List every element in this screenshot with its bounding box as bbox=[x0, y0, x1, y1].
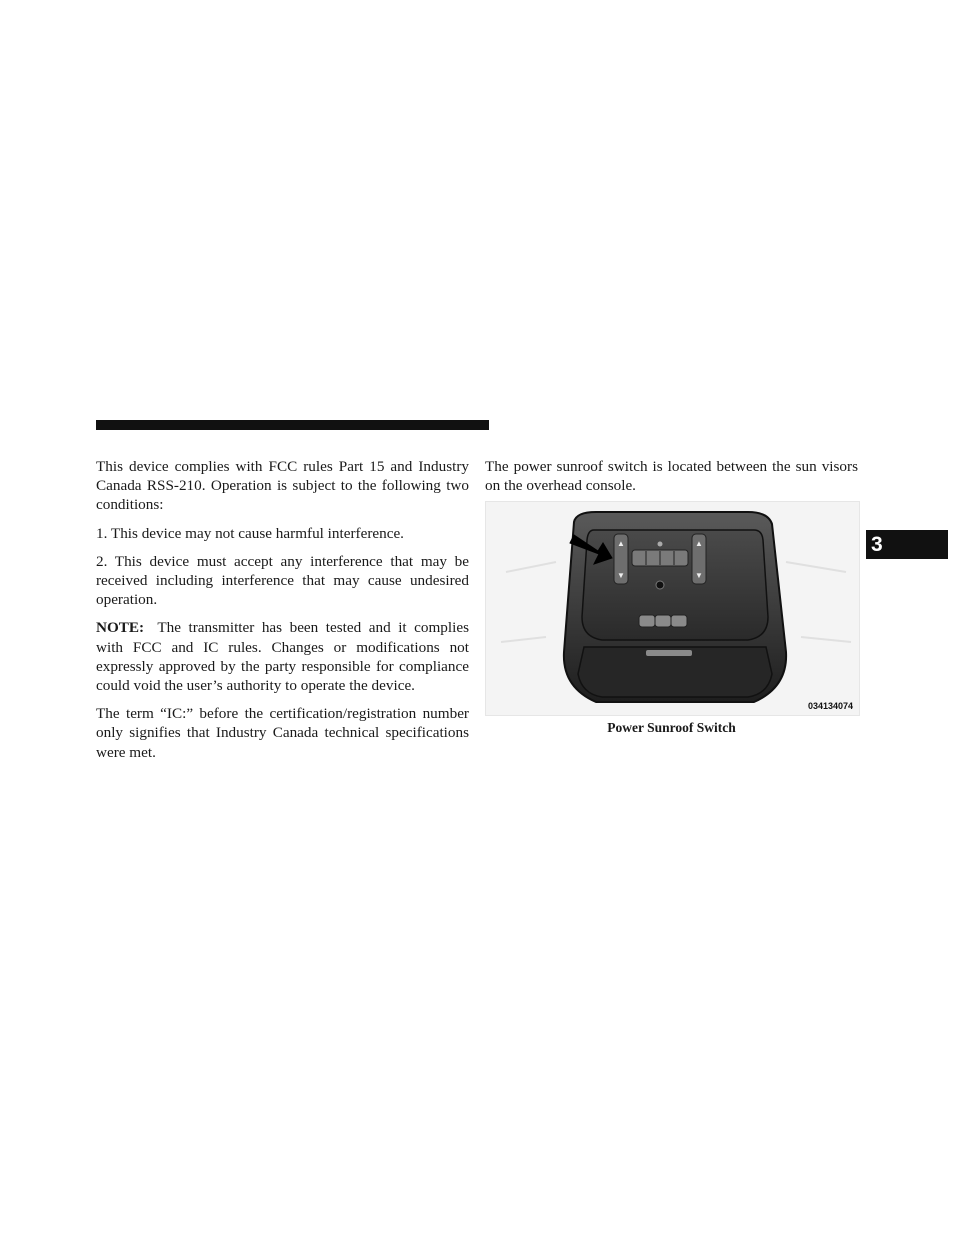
fcc-compliance-paragraph: This device complies with FCC rules Part 15 and Industry Canada RSS-210. Operation is subject to the following two conditions: bbox=[96, 458, 469, 514]
figure-code: 034134074 bbox=[807, 701, 853, 711]
lamp-button-right bbox=[671, 615, 687, 627]
right-column bbox=[485, 457, 858, 504]
note-text: The transmitter has been tested and it complies with FCC and IC rules. Changes or modifications not expressly approved by the party responsible for compliance could void the user’s authority to operate the device. bbox=[96, 619, 469, 695]
lamp-button-left bbox=[639, 615, 655, 627]
up-arrow-icon: ▲ bbox=[695, 539, 703, 548]
section-tab-number: 3 bbox=[871, 533, 883, 556]
sunroof-switch-figure bbox=[485, 501, 860, 716]
left-column bbox=[96, 457, 469, 771]
condition-1: 1. This device may not cause harmful interference. bbox=[96, 524, 404, 542]
lamp-button-center bbox=[655, 615, 671, 627]
microphone-icon bbox=[656, 581, 664, 589]
note-label: NOTE: bbox=[96, 619, 145, 637]
homelink-indicator-icon bbox=[658, 542, 663, 547]
up-arrow-icon: ▲ bbox=[617, 539, 625, 548]
down-arrow-icon: ▼ bbox=[695, 571, 703, 580]
bin-latch bbox=[646, 650, 692, 656]
overhead-console-illustration bbox=[486, 502, 859, 715]
figure-caption: Power Sunroof Switch bbox=[607, 720, 736, 735]
section-rule bbox=[96, 420, 489, 430]
condition-2: 2. This device must accept any interference that may be received including interference that may cause undesired operation. bbox=[96, 552, 469, 609]
sunroof-intro-paragraph: The power sunroof switch is located between the sun visors on the overhead console. bbox=[485, 458, 858, 495]
down-arrow-icon: ▼ bbox=[617, 571, 625, 580]
section-tab bbox=[866, 530, 948, 559]
note-paragraph bbox=[96, 618, 469, 695]
ic-term-paragraph: The term “IC:” before the certification/registration number only signifies that Industry Canada technical specifications were met. bbox=[96, 705, 469, 761]
